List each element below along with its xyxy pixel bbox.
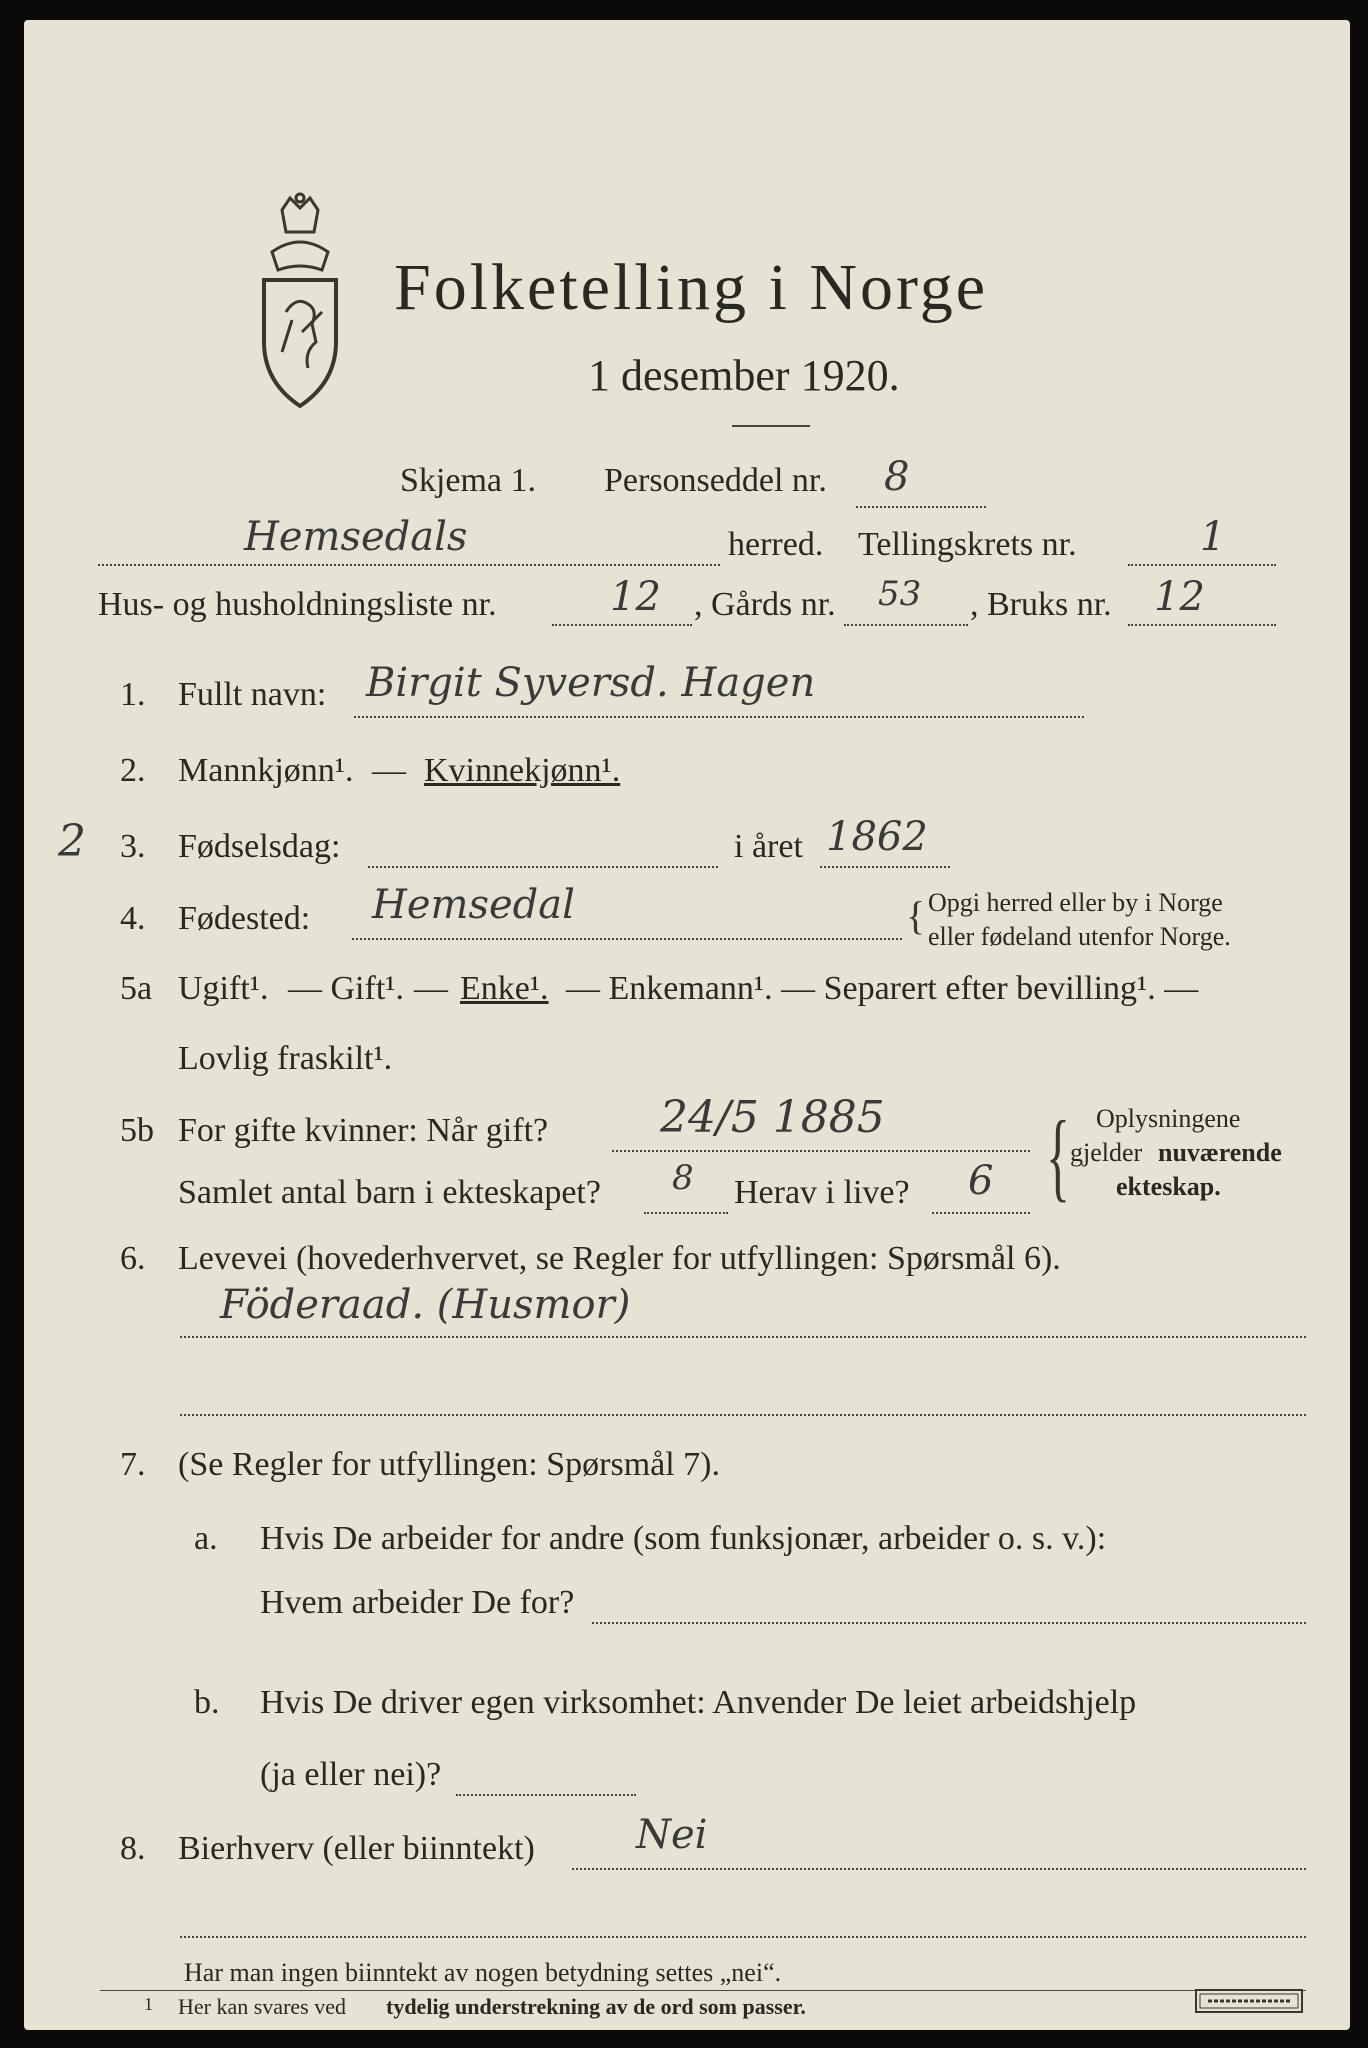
q4-note-1: Opgi herred eller by i Norge xyxy=(928,888,1223,917)
herred-line xyxy=(98,564,720,566)
q1-line xyxy=(354,716,1084,718)
birthplace-value[interactable]: Hemsedal xyxy=(372,882,575,928)
q7b-line2: (ja eller nei)? xyxy=(260,1756,442,1793)
footnote-number: 1 xyxy=(144,1994,153,2014)
bruks-value[interactable]: 12 xyxy=(1154,574,1205,620)
ugift-option[interactable]: Ugift¹. xyxy=(178,970,269,1007)
q7b-answer-line[interactable] xyxy=(456,1794,636,1796)
fraskilt-option[interactable]: Lovlig fraskilt¹. xyxy=(178,1040,393,1077)
gards-value[interactable]: 53 xyxy=(878,574,922,614)
tellingskrets-line xyxy=(1128,564,1276,566)
margin-mark: 2 xyxy=(58,816,86,867)
personseddel-label: Personseddel nr. xyxy=(604,462,827,499)
husliste-value[interactable]: 12 xyxy=(610,574,661,620)
census-date: 1 desember 1920. xyxy=(588,351,900,400)
personseddel-value[interactable]: 8 xyxy=(884,454,910,500)
q5a-number: 5a xyxy=(120,970,153,1007)
enke-dash: — xyxy=(414,970,448,1007)
tellingskrets-value[interactable]: 1 xyxy=(1200,514,1226,560)
q8-line-2 xyxy=(180,1936,1306,1938)
gift-option[interactable]: — Gift¹. xyxy=(288,970,404,1007)
q3-number: 3. xyxy=(120,828,146,865)
q2-number: 2. xyxy=(120,752,146,789)
birthplace-line xyxy=(352,938,902,940)
herred-value[interactable]: Hemsedals xyxy=(244,514,468,560)
gards-line xyxy=(844,624,968,626)
kvinne-option[interactable]: Kvinnekjønn¹. xyxy=(424,752,621,789)
q4-number: 4. xyxy=(120,900,146,937)
q3-label: Fødselsdag: xyxy=(178,828,341,865)
birth-year-value[interactable]: 1862 xyxy=(826,814,928,860)
printer-stamp-icon xyxy=(1194,1988,1304,2014)
side-income-value[interactable]: Nei xyxy=(636,1812,708,1858)
q6-line-2 xyxy=(180,1414,1306,1416)
skjema-label: Skjema 1. xyxy=(400,462,536,499)
aaret-line xyxy=(820,866,950,868)
q8-number: 8. xyxy=(120,1830,146,1867)
ilive-label: Herav i live? xyxy=(734,1174,910,1211)
census-form xyxy=(24,20,1350,2030)
children-alive-value[interactable]: 6 xyxy=(968,1158,994,1204)
barn-label: Samlet antal barn i ekteskapet? xyxy=(178,1174,601,1211)
bruks-line xyxy=(1128,624,1276,626)
q4-label: Fødested: xyxy=(178,900,311,937)
children-total-value[interactable]: 8 xyxy=(672,1158,694,1198)
ilive-line xyxy=(932,1212,1030,1214)
q8-line xyxy=(572,1868,1306,1870)
q7a-text: Hvis De arbeider for andre (som funksjonær, arbeider o. s. v.): xyxy=(260,1520,1107,1557)
q4-note-2: eller fødeland utenfor Norge. xyxy=(928,922,1231,951)
q5b-number: 5b xyxy=(120,1112,154,1149)
bruks-label: , Bruks nr. xyxy=(970,586,1112,623)
q5b-note-2a: gjelder xyxy=(1070,1138,1143,1167)
footnote-text-b: tydelig understrekning av de ord som passer. xyxy=(386,1994,806,2019)
q6-line-1 xyxy=(180,1336,1306,1338)
footnote-divider xyxy=(100,1990,1306,1991)
q6-label: Levevei (hovederhvervet, se Regler for utfyllingen: Spørsmål 6). xyxy=(178,1240,1061,1277)
q8-label: Bierhverv (eller biinntekt) xyxy=(178,1830,535,1867)
nei-note: Har man ingen biinntekt av nogen betydning settes „nei“. xyxy=(184,1958,782,1987)
enke-option[interactable]: Enke¹. xyxy=(460,970,549,1007)
aaret-label: i året xyxy=(734,828,803,865)
q5b-note-1: Oplysningene xyxy=(1096,1104,1241,1133)
husliste-label: Hus- og husholdningsliste nr. xyxy=(98,586,497,623)
full-name-value[interactable]: Birgit Syversd. Hagen xyxy=(366,660,816,706)
form-title: Folketelling i Norge xyxy=(394,251,989,324)
q2-dash: — xyxy=(372,752,406,789)
q7a-line2: Hvem arbeider De for? xyxy=(260,1584,575,1621)
q1-number: 1. xyxy=(120,676,146,713)
q7a-answer-line[interactable] xyxy=(592,1622,1306,1624)
marriage-date-value[interactable]: 24/5 1885 xyxy=(660,1092,885,1143)
coat-of-arms-icon xyxy=(252,192,348,412)
q6-number: 6. xyxy=(120,1240,146,1277)
brace-icon: { xyxy=(1046,1100,1070,1211)
q5a-rest-options[interactable]: — Enkemann¹. — Separert efter bevilling¹. — xyxy=(566,970,1199,1007)
footnote-text-a: Her kan svares ved xyxy=(178,1994,346,2019)
brace-icon: { xyxy=(906,893,926,938)
q7b-text: Hvis De driver egen virksomhet: Anvender De leiet arbeidshjelp xyxy=(260,1684,1137,1721)
title-divider xyxy=(732,425,810,427)
personseddel-line xyxy=(856,506,986,508)
q5b-note-2b: nuværende xyxy=(1158,1138,1282,1167)
q7-label: (Se Regler for utfyllingen: Spørsmål 7). xyxy=(178,1446,721,1483)
barn-line xyxy=(644,1212,728,1214)
gift-date-line xyxy=(612,1150,1030,1152)
tellingskrets-label: Tellingskrets nr. xyxy=(858,526,1077,563)
gards-label: , Gårds nr. xyxy=(694,586,836,623)
herred-label: herred. xyxy=(728,526,824,563)
q5b-note-3: ekteskap. xyxy=(1116,1172,1221,1201)
q7b-letter: b. xyxy=(194,1684,220,1721)
q1-label: Fullt navn: xyxy=(178,676,327,713)
q7-number: 7. xyxy=(120,1446,146,1483)
mann-option[interactable]: Mannkjønn¹. xyxy=(178,752,354,789)
occupation-value[interactable]: Föderaad. (Husmor) xyxy=(220,1282,631,1328)
husliste-line xyxy=(552,624,692,626)
birthday-line xyxy=(368,866,718,868)
q7a-letter: a. xyxy=(194,1520,218,1557)
q5b-label: For gifte kvinner: Når gift? xyxy=(178,1112,549,1149)
